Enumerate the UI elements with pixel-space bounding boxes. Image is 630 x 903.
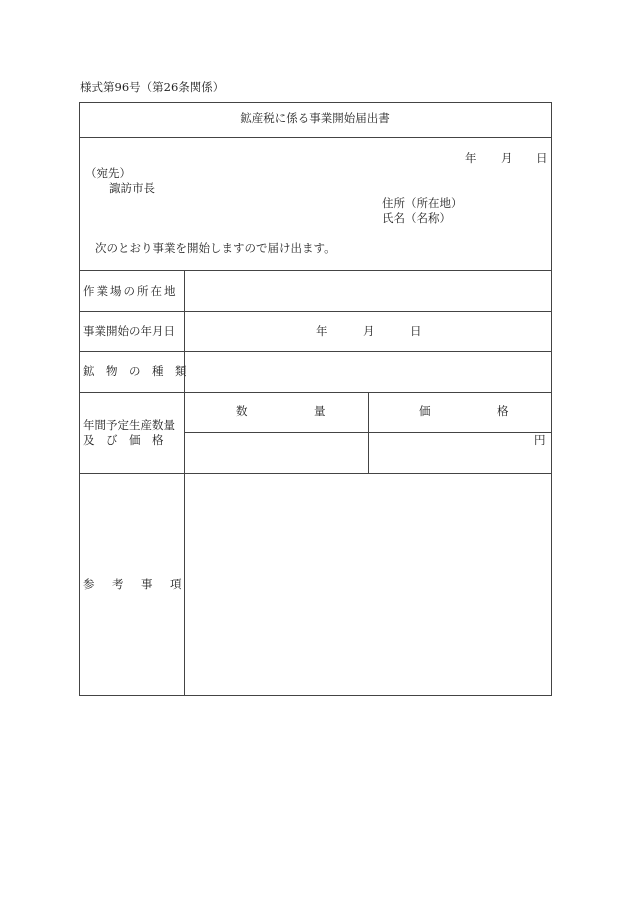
statement: 次のとおり事業を開始しますので届け出ます。	[95, 241, 336, 255]
addressee-label: （宛先）	[85, 166, 131, 180]
addressee: 諏訪市長	[109, 181, 155, 195]
row-divider-3	[79, 392, 552, 393]
applicant-name-label: 氏名（名称）	[382, 211, 451, 225]
form-number: 様式第96号（第26条関係）	[80, 80, 225, 94]
date-month: 月	[501, 151, 513, 165]
row-divider-4	[79, 473, 552, 474]
production-label-line2: 及 び 価 格	[83, 433, 164, 447]
start-date-label: 事業開始の年月日	[83, 324, 175, 338]
start-date-year: 年	[316, 324, 328, 338]
row-divider-1	[79, 311, 552, 312]
price-header: 価 格	[419, 404, 517, 418]
workplace-location-label: 作業場の所在地	[83, 284, 178, 298]
production-column-divider	[368, 392, 369, 473]
date-day: 日	[536, 151, 548, 165]
start-date-month: 月	[363, 324, 375, 338]
label-column-divider	[184, 270, 185, 696]
price-unit: 円	[534, 433, 546, 447]
production-label-line1: 年間予定生産数量	[83, 418, 175, 432]
row-divider-2	[79, 351, 552, 352]
title-divider	[79, 137, 552, 138]
quantity-header: 数 量	[236, 404, 334, 418]
applicant-address-label: 住所（所在地）	[382, 196, 463, 210]
mineral-type-label: 鉱 物 の 種 類	[83, 364, 187, 378]
date-year: 年	[465, 151, 477, 165]
header-divider	[79, 270, 552, 271]
start-date-day: 日	[410, 324, 422, 338]
remarks-label: 参 考 事 項	[83, 577, 185, 591]
form-title: 鉱産税に係る事業開始届出書	[240, 111, 390, 125]
